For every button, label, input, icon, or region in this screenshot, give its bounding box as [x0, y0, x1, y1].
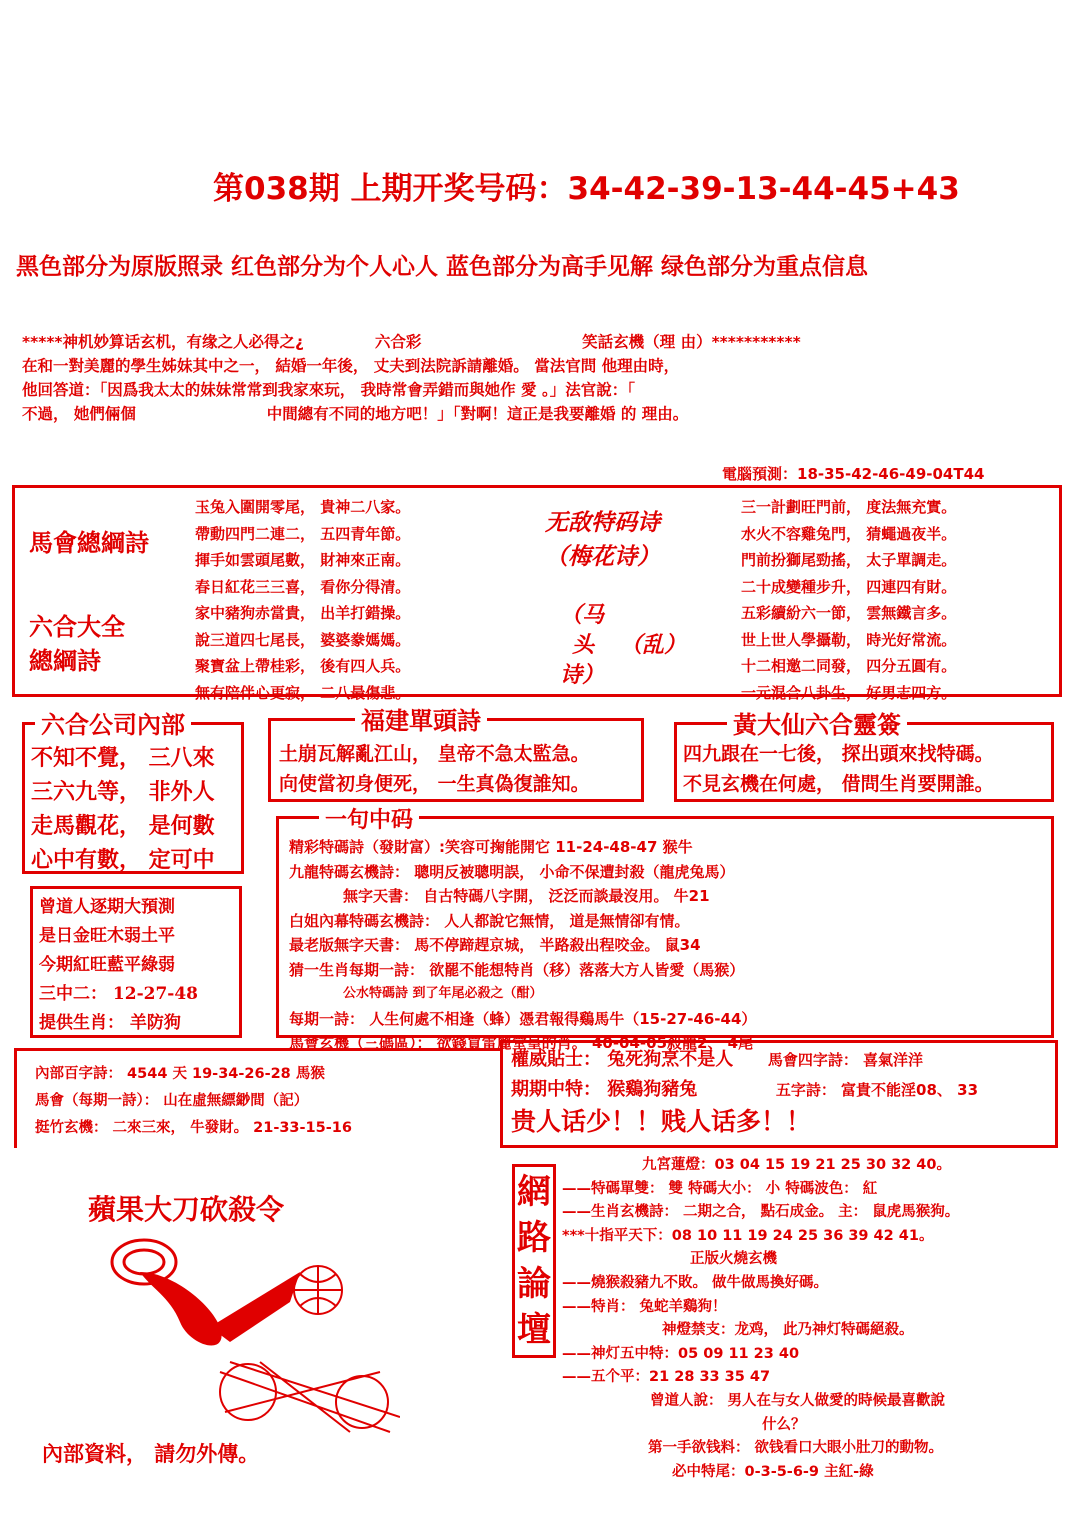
- forum-line: 什么？: [762, 1416, 806, 1433]
- joke-line-last-left: 不過， 她們倆個: [22, 405, 136, 423]
- one-sentence-title: 一句中码: [319, 803, 419, 834]
- forum-title-char: 論: [517, 1264, 551, 1304]
- computer-prediction: 電腦預測：18-35-42-46-49-04T44: [722, 465, 985, 483]
- label-line: 總綱詩: [29, 646, 101, 675]
- chaos-note: （乱）: [620, 632, 687, 658]
- slogan: 贵人话少！！贱人话多！！: [511, 1107, 812, 1136]
- forum-content: [562, 1154, 959, 1484]
- poem-line: 玉兔入圍開零尾， 貴神二八家。: [195, 498, 411, 516]
- forum-line: 曾道人說： 男人在与女人做愛的時候最喜歡說: [650, 1392, 946, 1409]
- fujian-box-body: [279, 739, 590, 799]
- poem-line: 二十成變種步升， 四連四有財。: [741, 577, 957, 596]
- forum-title-char: 網: [517, 1172, 551, 1212]
- note-line: （马: [560, 602, 605, 628]
- poem-line: 說三道四七尾長， 婆婆豢媽媽。: [195, 630, 411, 649]
- poem-line: 十二相邀二同發， 四分五圓有。: [741, 657, 957, 675]
- label-liuhe-all: [29, 610, 125, 678]
- knife-illustration-icon: [100, 1232, 400, 1442]
- forum-vertical-title: [512, 1164, 556, 1358]
- text-line: 白姐內幕特碼玄機詩： 人人都說它無情， 道是無情卻有情。: [289, 911, 690, 930]
- text-line: 三中二： 12-27-48: [39, 984, 199, 1004]
- joke-heading-row: [22, 330, 1062, 354]
- bottom-left-body: [35, 1061, 352, 1142]
- poem-line: 無有陪伴心更寂， 二八最傷悲。: [195, 683, 411, 702]
- fujian-box: [268, 706, 644, 802]
- poem-line: 世上世人學攝勒， 時光好常流。: [741, 630, 957, 649]
- text-line: 精彩特碼詩（發財富）:笑容可掬能開它 11-24-48-47 猴牛: [289, 838, 693, 856]
- forum-line: 神燈禁支：龙鸡， 此乃神灯特碼絕殺。: [662, 1322, 914, 1339]
- forum-line: ——特碼單雙： 雙 特碼大小： 小 特碼波色： 紅: [562, 1180, 878, 1197]
- preacher-title: 曾道人逐期大預測: [39, 897, 175, 917]
- poem-line: 一元混合八卦生， 好男志四方。: [741, 683, 957, 702]
- forum-title-char: 路: [517, 1218, 551, 1258]
- poem-column-left: [195, 494, 410, 706]
- joke-line-last-right: 中間總有不同的地方吧！」「對啊！這正是我要離婚 的 理由。: [266, 405, 689, 423]
- forum-line: ——生肖玄機詩： 二期之合， 點石成金。 主： 鼠虎馬猴狗。: [562, 1204, 960, 1221]
- forum-title-char: 壇: [517, 1310, 551, 1350]
- text-line: 無字天書： 自古特碼八字開， 泛泛而談最沒用。 牛21: [343, 887, 710, 905]
- text-line: 提供生肖： 羊防狗: [39, 1013, 181, 1033]
- text-line: 每期一詩： 人生何處不相逢（蜂）憑君報得鷄馬牛（15-27-46-44）: [289, 1009, 757, 1028]
- company-box-title: 六合公司內部: [35, 705, 191, 740]
- text-line: 挺竹玄機： 二來三來， 牛發財。 21-33-15-16: [35, 1120, 352, 1136]
- poem-line: 帶動四門二連二， 五四青年節。: [195, 524, 411, 543]
- joke-line: 在和一對美麗的學生姊妹其中之一， 結婚一年後， 丈夫到法院訴請離婚。 當法官問 他理由時，: [22, 357, 680, 375]
- huang-box-body: [683, 739, 994, 799]
- forum-line: 正版火燒玄機: [690, 1251, 777, 1268]
- authority-body: [511, 1045, 978, 1139]
- internal-note: 內部資料， 請勿外傳。: [42, 1441, 260, 1466]
- text-line: 三六九等， 非外人: [31, 779, 215, 805]
- text-line: 馬會玄機（三碼區）： 欲錢買雷麗堂皇的肖。 40-04-05殺龍2、 4尾: [289, 1034, 754, 1052]
- company-box: [22, 710, 244, 874]
- company-box-body: [31, 741, 215, 877]
- forum-line: 九宮蓮燈：03 04 15 19 21 25 30 32 40。: [642, 1157, 951, 1173]
- preacher-box-body: [39, 893, 198, 1038]
- forum-line: 第一手欲钱料： 欲钱看口大眼小肚刀的動物。: [648, 1440, 944, 1457]
- note-line: 诗）: [560, 662, 605, 688]
- text-line: 最老版無字天書： 馬不停蹄趕京城， 半路殺出程咬金。 鼠34: [289, 936, 701, 954]
- huang-box-title: 黃大仙六合靈簽: [727, 705, 907, 740]
- text-line: 馬會（每期一詩）： 山在虛無縹緲間（記）: [35, 1093, 309, 1109]
- joke-heading-mid: 六合彩: [374, 333, 422, 351]
- poem-line: 三一計劃旺門前， 度法無充實。: [741, 498, 957, 516]
- joke-line-last: [22, 402, 1062, 426]
- apple-knife-title: 蘋果大刀砍殺令: [88, 1193, 285, 1226]
- poem-line: 門前扮獅尾勁搖， 太子單調走。: [741, 551, 957, 569]
- forum-line: 必中特尾：0-3-5-6-9 主紅-綠: [672, 1463, 874, 1480]
- authority-row: [511, 1045, 978, 1075]
- preacher-box: [30, 886, 242, 1038]
- poem-line: 聚寶盆上帶桂彩， 後有四人兵。: [195, 657, 411, 675]
- issue-title: 第038期 上期开奖号码：34-42-39-13-44-45+43: [213, 171, 960, 207]
- five-word-poem: 五字詩： 富貴不能淫08、 33: [775, 1081, 979, 1099]
- one-sentence-box: [276, 807, 1054, 1052]
- text-line: 心中有數， 定可中: [31, 847, 215, 873]
- joke-heading-right: 笑話玄機（理 由）***********: [582, 333, 801, 351]
- label-line: 六合大全: [29, 612, 125, 641]
- text-line: 公水特碼詩 到了年尾必殺之（酣）: [343, 986, 543, 1001]
- forum-line: ——特肖： 兔蛇羊鷄狗！: [562, 1298, 727, 1315]
- text-line: 走馬觀花， 是何數: [31, 813, 215, 839]
- one-sentence-body: [289, 835, 756, 1056]
- text-line: 九龍特碼玄機詩： 聰明反被聰明誤， 小命不保遭封殺（龍虎兔馬）: [289, 862, 735, 881]
- text-line: 是日金旺木弱土平: [39, 926, 175, 946]
- poem-line: 水火不容雞兔門， 猜蠅過夜半。: [741, 524, 957, 543]
- text-line: 不知不覺， 三八來: [31, 745, 215, 771]
- text-line: 不見玄機在何處， 借問生肖要開誰。: [683, 773, 994, 795]
- poem-line: 揮手如雲頭尾數， 財神來正南。: [195, 551, 411, 569]
- poem-line: 五彩續紛六一節， 雲無鐵言多。: [741, 604, 957, 622]
- title-line: （梅花诗）: [545, 543, 660, 570]
- forum-line: ——燒猴殺豬九不敗。 做牛做馬換好碼。: [562, 1274, 829, 1291]
- period-special: 期期中特： 猴鷄狗豬兔: [511, 1079, 698, 1100]
- note-line: 头: [572, 632, 595, 658]
- joke-line: 他回答道：「因爲我太太的妹妹常常到我家來玩， 我時常會弄錯而與她作 愛 。」法官說：「: [22, 381, 635, 399]
- fujian-box-title: 福建單頭詩: [355, 701, 487, 736]
- text-line: 四九跟在一七後， 探出頭來找特碼。: [683, 743, 994, 765]
- joke-heading-left: *****神机妙算话玄机，有缘之人必得之¿: [22, 333, 305, 351]
- color-legend: 黑色部分为原版照录 红色部分为个人心人 蓝色部分为高手见解 绿色部分为重点信息: [16, 254, 869, 280]
- authority-row: [511, 1075, 978, 1105]
- huang-box: [674, 710, 1054, 802]
- forum-line: ——神灯五中特：05 09 11 23 40: [562, 1345, 800, 1362]
- authority-tip: 權威貼士： 兔死狗烹不是人: [511, 1049, 734, 1070]
- poem-box: [12, 485, 1062, 702]
- text-line: 土崩瓦解亂江山， 皇帝不急太監急。: [279, 743, 590, 765]
- poem-line: 春日紅花三三喜， 看你分得清。: [195, 577, 411, 596]
- poem-column-right: [741, 494, 956, 706]
- special-poem-title: [545, 506, 660, 574]
- poem-line: 家中豬狗赤當貴， 出羊打錯操。: [195, 604, 411, 622]
- text-line: 猜一生肖每期一詩： 欲罷不能想特肖（移）落落大方人皆愛（馬猴）: [289, 960, 745, 979]
- text-line: 今期紅旺藍平綠弱: [39, 955, 175, 975]
- forum-line: ***十指平天下：08 10 11 19 24 25 36 39 42 41。: [562, 1227, 934, 1244]
- bottom-left-box: [14, 1048, 502, 1148]
- label-mahui-poem: 馬會總綱詩: [29, 528, 149, 557]
- authority-box: [500, 1040, 1058, 1148]
- text-line: 內部百字詩： 4544 天 19-34-26-28 馬猴: [35, 1066, 325, 1082]
- text-line: 向使當初身便死， 一生真偽復誰知。: [279, 773, 590, 795]
- joke-section: [22, 330, 1062, 426]
- mahui-four-word: 馬會四字詩： 喜氣洋洋: [767, 1051, 924, 1069]
- horse-head-note: [560, 600, 604, 690]
- title-line: 无敌特码诗: [545, 509, 660, 536]
- forum-line: ——五个平：21 28 33 35 47: [562, 1369, 771, 1386]
